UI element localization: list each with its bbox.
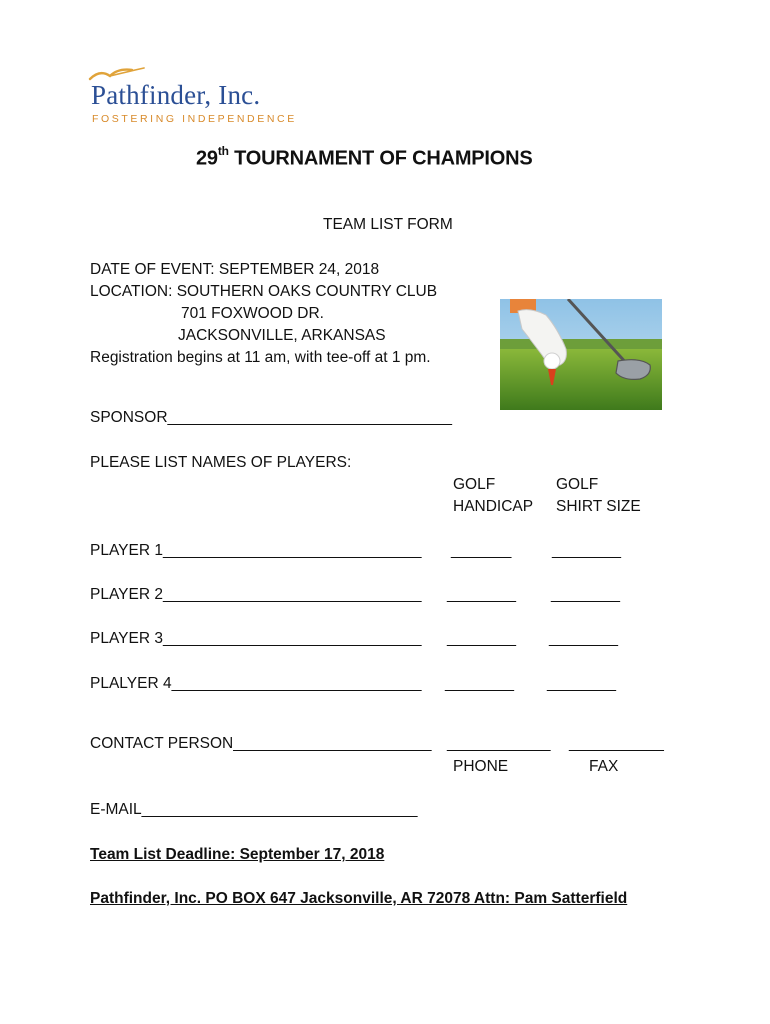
- page-title: [196, 146, 533, 171]
- handicap-header-1: GOLF: [453, 476, 496, 493]
- fax-line[interactable]: ___________: [569, 735, 664, 752]
- event-address-1: 701 FOXWOOD DR.: [181, 305, 324, 322]
- player-1-name[interactable]: PLAYER 1______________________________: [90, 542, 422, 559]
- player-3-name[interactable]: PLAYER 3______________________________: [90, 630, 422, 647]
- player-3-shirt[interactable]: ________: [549, 630, 618, 647]
- title-number: 29: [196, 147, 218, 170]
- form-name: TEAM LIST FORM: [323, 216, 453, 233]
- player-4-handicap[interactable]: ________: [445, 675, 514, 692]
- player-1-shirt[interactable]: ________: [552, 542, 621, 559]
- logo-tagline: FOSTERING INDEPENDENCE: [92, 113, 297, 125]
- logo-name: Pathfinder, Inc.: [91, 80, 261, 110]
- player-2-shirt[interactable]: ________: [551, 586, 620, 603]
- email-line[interactable]: E-MAIL________________________________: [90, 801, 418, 818]
- shirt-header-2: SHIRT SIZE: [556, 498, 641, 515]
- fax-label: FAX: [589, 758, 619, 775]
- players-heading: PLEASE LIST NAMES OF PLAYERS:: [90, 454, 352, 471]
- event-date: DATE OF EVENT: SEPTEMBER 24, 2018: [90, 261, 380, 278]
- phone-line[interactable]: ____________: [447, 735, 551, 752]
- event-location: LOCATION: SOUTHERN OAKS COUNTRY CLUB: [90, 283, 438, 300]
- registration-info: Registration begins at 11 am, with tee-off at 1 pm.: [90, 349, 431, 366]
- sponsor-line[interactable]: SPONSOR_________________________________: [90, 409, 452, 426]
- player-4-name[interactable]: PLALYER 4_____________________________: [90, 675, 422, 692]
- golf-ball-tee-icon: [500, 299, 662, 410]
- golf-photo: [500, 299, 662, 410]
- title-suffix: th: [217, 144, 229, 158]
- handicap-header-2: HANDICAP: [453, 498, 534, 515]
- shirt-header-1: GOLF: [556, 476, 599, 493]
- phone-label: PHONE: [453, 758, 509, 775]
- contact-person-line[interactable]: CONTACT PERSON_______________________: [90, 735, 432, 752]
- title-text: TOURNAMENT OF CHAMPIONS: [234, 147, 533, 170]
- player-2-handicap[interactable]: ________: [447, 586, 516, 603]
- deadline: Team List Deadline: September 17, 2018: [90, 846, 385, 863]
- logo: [86, 66, 297, 130]
- event-address-2: JACKSONVILLE, ARKANSAS: [178, 327, 386, 344]
- player-4-shirt[interactable]: ________: [547, 675, 616, 692]
- mailing-address: Pathfinder, Inc. PO BOX 647 Jacksonville, AR 72078 Attn: Pam Satterfield: [90, 890, 628, 907]
- player-2-name[interactable]: PLAYER 2______________________________: [90, 586, 422, 603]
- player-1-handicap[interactable]: _______: [451, 542, 512, 559]
- player-3-handicap[interactable]: ________: [447, 630, 516, 647]
